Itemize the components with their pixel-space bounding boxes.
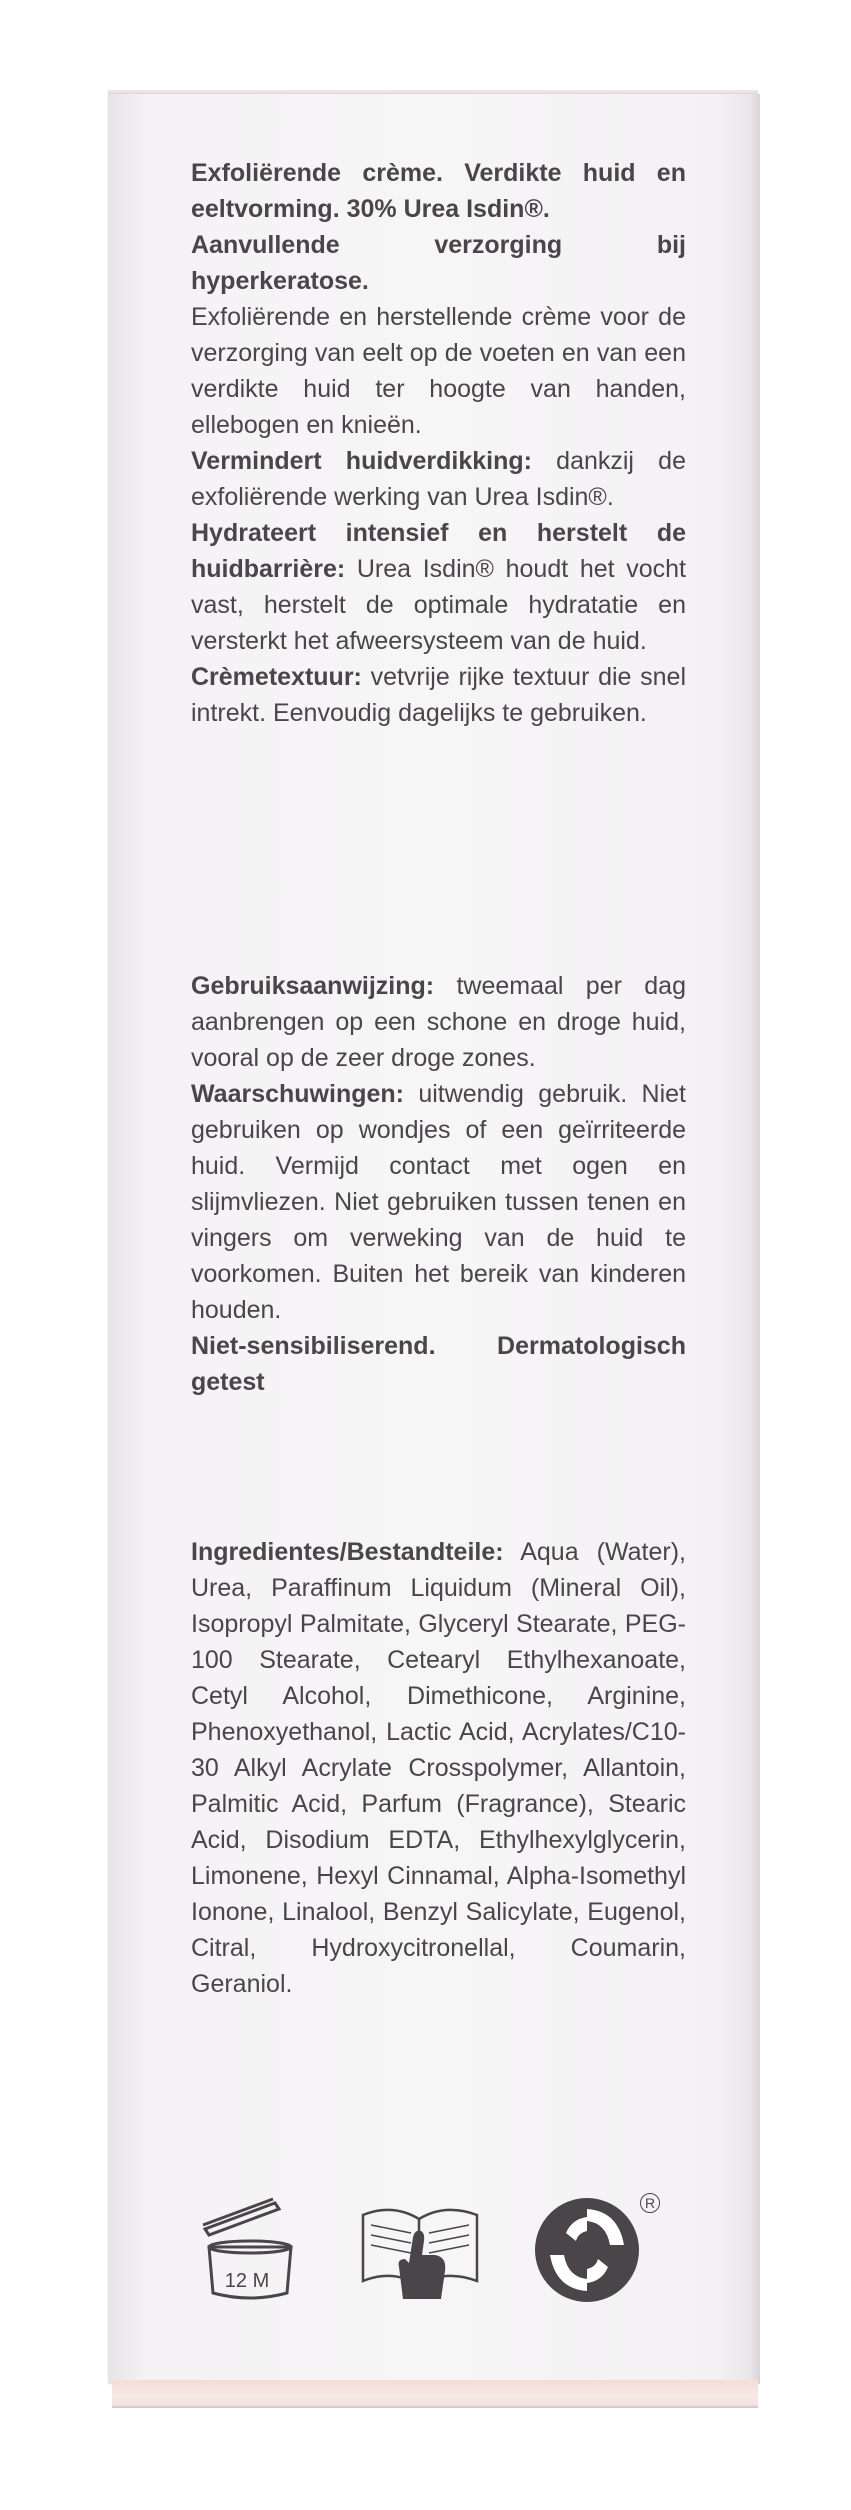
benefit-2: [191, 515, 686, 659]
pao-label: 12 M: [224, 2270, 270, 2292]
warnings-text: uitwendig gebruik. Niet gebruiken op wondjes of een geïrriteerde huid. Vermijd contact met ogen en slijmvliezen. Niet gebruiken tussen tenen en vingers om verweking van de huid te voorkomen. Buiten het bereik van kinderen houden.: [191, 1080, 686, 1324]
warnings: [191, 1076, 686, 1328]
benefit-2-text: Urea Isdin® houdt het vocht vast, herstelt de optimale hydratatie en versterkt het afweersysteem van de huid.: [191, 555, 686, 655]
dermatologically-tested: Niet-sensibiliserend. Dermatologisch getest: [191, 1332, 686, 1396]
box-right-edge: [752, 94, 760, 2384]
ingredients: [191, 1534, 686, 2002]
product-description: [191, 155, 686, 731]
headline-line2: Aanvullende verzorging bij hyperkeratose.: [191, 231, 686, 295]
benefit-3-title: Crèmetextuur:: [191, 663, 362, 691]
directions-text: tweemaal per dag aanbrengen op een schone en droge huid, vooral op de zeer droge zones.: [191, 972, 686, 1072]
headline-line1: Exfoliërende crème. Verdikte huid en eeltvorming. 30% Urea Isdin®.: [191, 159, 686, 223]
usage-section: [191, 968, 686, 1400]
read-manual-icon: [355, 2185, 485, 2305]
benefit-1-title: Vermindert huidverdikking:: [191, 447, 532, 475]
warnings-title: Waarschuwingen:: [191, 1080, 404, 1108]
ingredients-section: [191, 1534, 686, 2002]
intro-text: Exfoliërende en herstellende crème voor de verzorging van eelt op de voeten en van een verdikte huid ter hoogte van handen, ellebogen en knieën.: [191, 303, 686, 439]
benefit-3-text: vetvrije rijke textuur die snel intrekt. Eenvoudig dagelijks te gebruiken.: [191, 663, 686, 727]
green-dot-recycle-icon: [532, 2195, 642, 2305]
ingredients-list: Aqua (Water), Urea, Paraffinum Liquidum (Mineral Oil), Isopropyl Palmitate, Glyceryl Stearate, PEG-100 Stearate, Cetearyl Ethylhexanoate, Cetyl Alcohol, Dimethicone, Arginine, Phenoxyethanol, Lactic Acid, Acrylates/C10-30 Alkyl Acrylate Crosspolymer, Allantoin, Palmitic Acid, Parfum (Fragrance), Stearic Acid, Disodium EDTA, Ethylhexylglycerin, Limonene, Hexyl Cinnamal, Alpha-Isomethyl Ionone, Linalool, Benzyl Salicylate, Eugenol, Citral, Hydroxycitronellal, Coumarin, Geraniol.: [191, 1538, 686, 1998]
registered-mark: R: [640, 2193, 660, 2213]
benefit-2-title: Hydrateert intensief en herstelt de huidbarrière:: [191, 519, 686, 583]
directions-title: Gebruiksaanwijzing:: [191, 972, 435, 1000]
ingredients-title: Ingredientes/Bestandteile:: [191, 1538, 504, 1566]
benefit-1-text: dankzij de exfoliërende werking van Urea Isdin®.: [191, 447, 686, 511]
benefit-1: [191, 443, 686, 515]
box-bottom-flap: [112, 2380, 758, 2408]
benefit-3: [191, 659, 686, 731]
directions: [191, 968, 686, 1076]
